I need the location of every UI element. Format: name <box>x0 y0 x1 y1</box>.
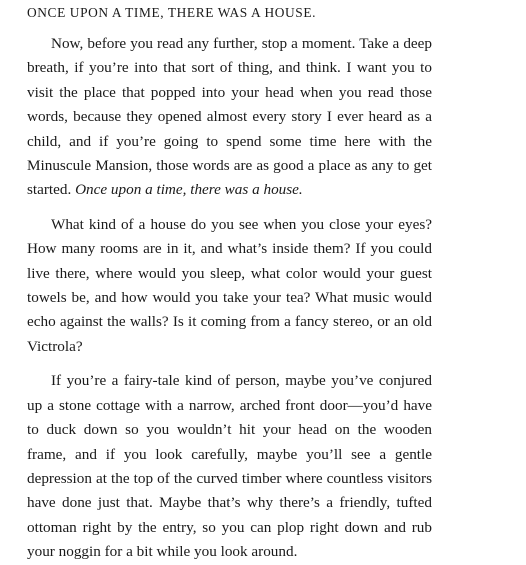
paragraph-1-text: Now, before you read any further, stop a moment. Take a deep breath, if you’re into that sort of thing, and think. I want you to visit the place that popped into your head when you read those words, because they opened almost every story I ever heard as a child, and if you’re going to spend some time here with the Minuscule Mansion, those words are as good a place as any to get started. <box>27 35 432 199</box>
paragraph-1-italic-phrase: Once upon a time, there was a house. <box>75 181 303 199</box>
paragraph-3: If you’re a fairy-tale kind of person, maybe you’ve conjured up a stone cottage with a narrow, arched front door—you’d have to duck down so you wouldn’t hit your head on the wooden frame, and if you look carefully, maybe you’ll see a gentle depression at the top of the curved timber where countless visitors have done just that. Maybe that’s why there’s a friendly, tufted ottoman right by the entry, so you can plop right down and rub your noggin for a bit while you look around. <box>27 372 432 561</box>
section-heading: ONCE UPON A TIME, THERE WAS A HOUSE. <box>27 5 317 20</box>
document-page <box>27 0 432 565</box>
paragraph-1 <box>27 32 432 203</box>
paragraph-2: What kind of a house do you see when you close your eyes? How many rooms are in it, and what’s inside them? If you could live there, where would you sleep, what color would your guest towels be, and how would you take your tea? What music would echo against the walls? Is it coming from a fancy stereo, or an old Victrola? <box>27 215 432 355</box>
